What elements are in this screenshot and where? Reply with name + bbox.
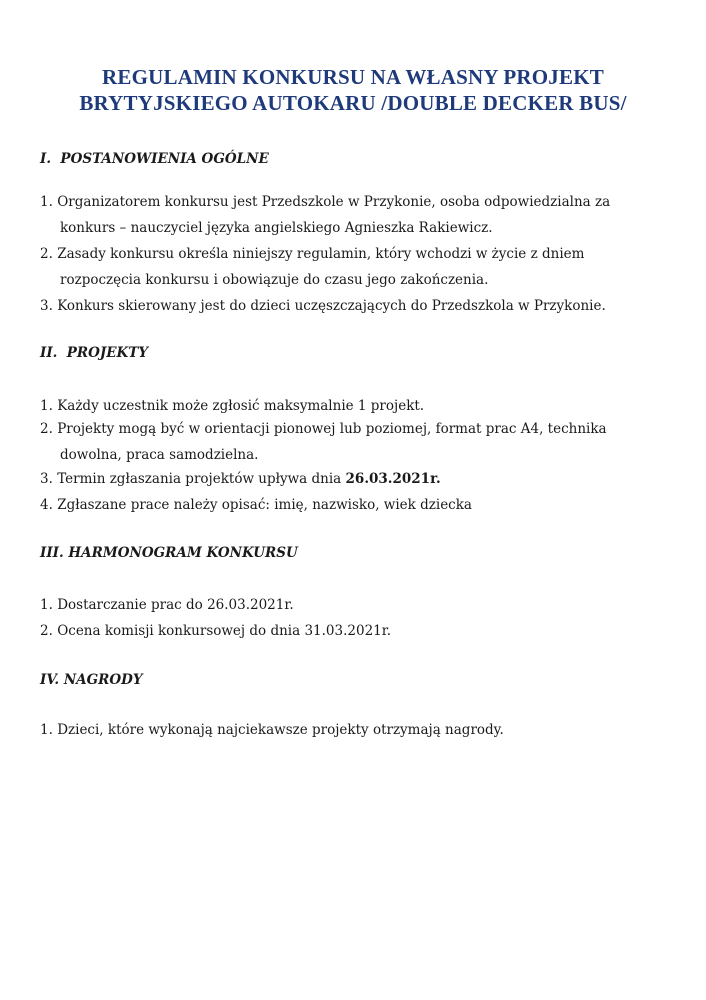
section-number: II.	[40, 345, 58, 361]
deadline-date: 26.03.2021r.	[345, 471, 441, 487]
document-title	[40, 64, 666, 116]
title-line-2: BRYTYJSKIEGO AUTOKARU /DOUBLE DECKER BUS/	[79, 91, 627, 115]
list-item: 2. Projekty mogą być w orientacji pionowej lub poziomej, format prac A4, technika dowolna, praca samodzielna.	[40, 421, 607, 463]
section-title: PROJEKTY	[66, 345, 148, 361]
section-title: NAGRODY	[63, 672, 143, 688]
section-heading-prizes	[40, 672, 143, 688]
section-heading-projects	[40, 345, 148, 361]
list-item: 4. Zgłaszane prace należy opisać: imię, nazwisko, wiek dziecka	[40, 497, 472, 513]
list-item: 2. Ocena komisji konkursowej do dnia 31.03.2021r.	[40, 623, 392, 639]
list-item: 2. Zasady konkursu określa niniejszy regulamin, który wchodzi w życie z dniem rozpoczęcia konkursu i obowiązuje do czasu jego zakończenia.	[40, 246, 585, 288]
list-item: 1. Dostarczanie prac do 26.03.2021r.	[40, 597, 294, 613]
list-item: 1. Dzieci, które wykonają najciekawsze projekty otrzymają nagrody.	[40, 722, 504, 738]
section-title: POSTANOWIENIA OGÓLNE	[60, 151, 269, 167]
list-item: 1. Każdy uczestnik może zgłosić maksymalnie 1 projekt.	[40, 398, 425, 414]
title-line-1: REGULAMIN KONKURSU NA WŁASNY PROJEKT	[102, 65, 604, 89]
list-item: 3. Termin zgłaszania projektów upływa dnia 26.03.2021r.	[40, 471, 441, 487]
section-title: HARMONOGRAM KONKURSU	[68, 545, 298, 561]
section-number: IV.	[40, 672, 60, 688]
section-heading-schedule	[40, 545, 298, 561]
list-item: 3. Konkurs skierowany jest do dzieci uczęszczających do Przedszkola w Przykonie.	[40, 298, 606, 314]
list-item: 1. Organizatorem konkursu jest Przedszkole w Przykonie, osoba odpowiedzialna za konkurs – nauczyciel języka angielskiego Agnieszka Rakiewicz.	[40, 194, 611, 236]
section-number: III.	[40, 545, 64, 561]
section-heading-general	[40, 151, 269, 167]
section-number: I.	[40, 151, 52, 167]
